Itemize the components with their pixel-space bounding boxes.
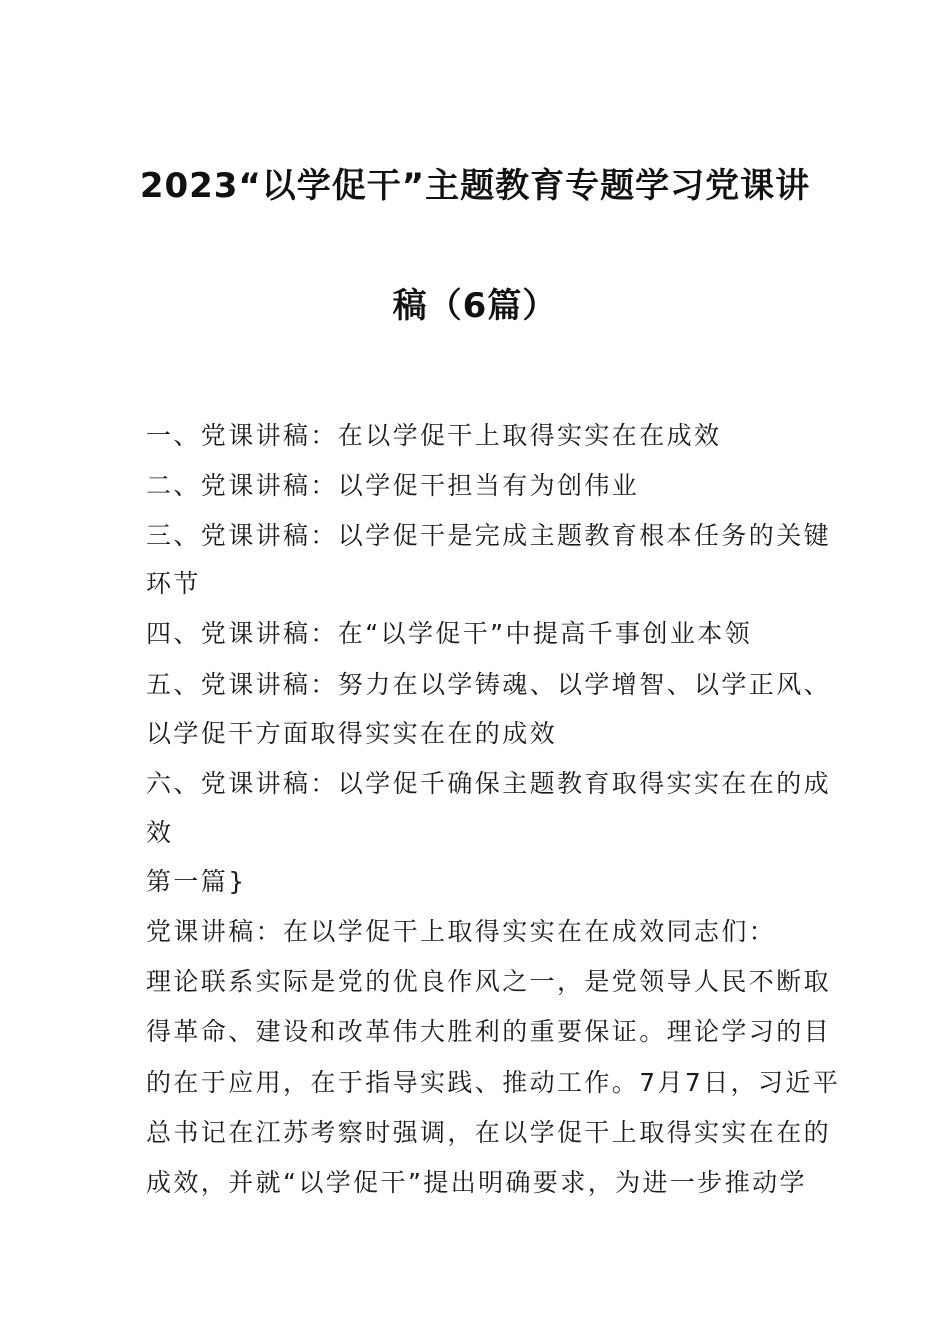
document-title-line-2: 稿（6篇） bbox=[392, 286, 558, 326]
toc-item-5: 五、党课讲稿：努力在以学铸魂、以学增智、以学正风、 bbox=[146, 670, 832, 699]
toc-item-6-continued: 效 bbox=[146, 818, 174, 847]
speech-heading: 党课讲稿：在以学促干上取得实实在在成效同志们： bbox=[146, 917, 777, 946]
toc-item-3: 三、党课讲稿：以学促干是完成主题教育根本任务的关键 bbox=[146, 521, 832, 550]
toc-item-6: 六、党课讲稿：以学促千确保主题教育取得实实在在的成 bbox=[146, 769, 832, 798]
document-title-line-1: 2023“以学促干”主题教育专题学习党课讲 bbox=[139, 166, 811, 206]
toc-item-3-continued: 环节 bbox=[146, 569, 201, 598]
section-label: 第一篇} bbox=[146, 867, 247, 896]
paragraph-line-2: 得革命、建设和改革伟大胜利的重要保证。理论学习的目 bbox=[146, 1017, 832, 1046]
toc-item-1: 一、党课讲稿：在以学促干上取得实实在在成效 bbox=[146, 421, 722, 450]
paragraph-line-5: 成效，并就“以学促干”提出明确要求，为进一步推动学 bbox=[146, 1168, 807, 1197]
paragraph-line-4: 总书记在江苏考察时强调，在以学促干上取得实实在在的 bbox=[146, 1118, 832, 1147]
toc-item-4: 四、党课讲稿：在“以学促干”中提高千事创业本领 bbox=[146, 619, 753, 648]
paragraph-line-1: 理论联系实际是党的优良作风之一，是党领导人民不断取 bbox=[146, 967, 832, 996]
toc-item-5-continued: 以学促干方面取得实实在在的成效 bbox=[146, 719, 558, 748]
paragraph-line-3: 的在于应用，在于指导实践、推动工作。7月7日，习近平 bbox=[146, 1068, 841, 1097]
toc-item-2: 二、党课讲稿：以学促干担当有为创伟业 bbox=[146, 471, 640, 500]
